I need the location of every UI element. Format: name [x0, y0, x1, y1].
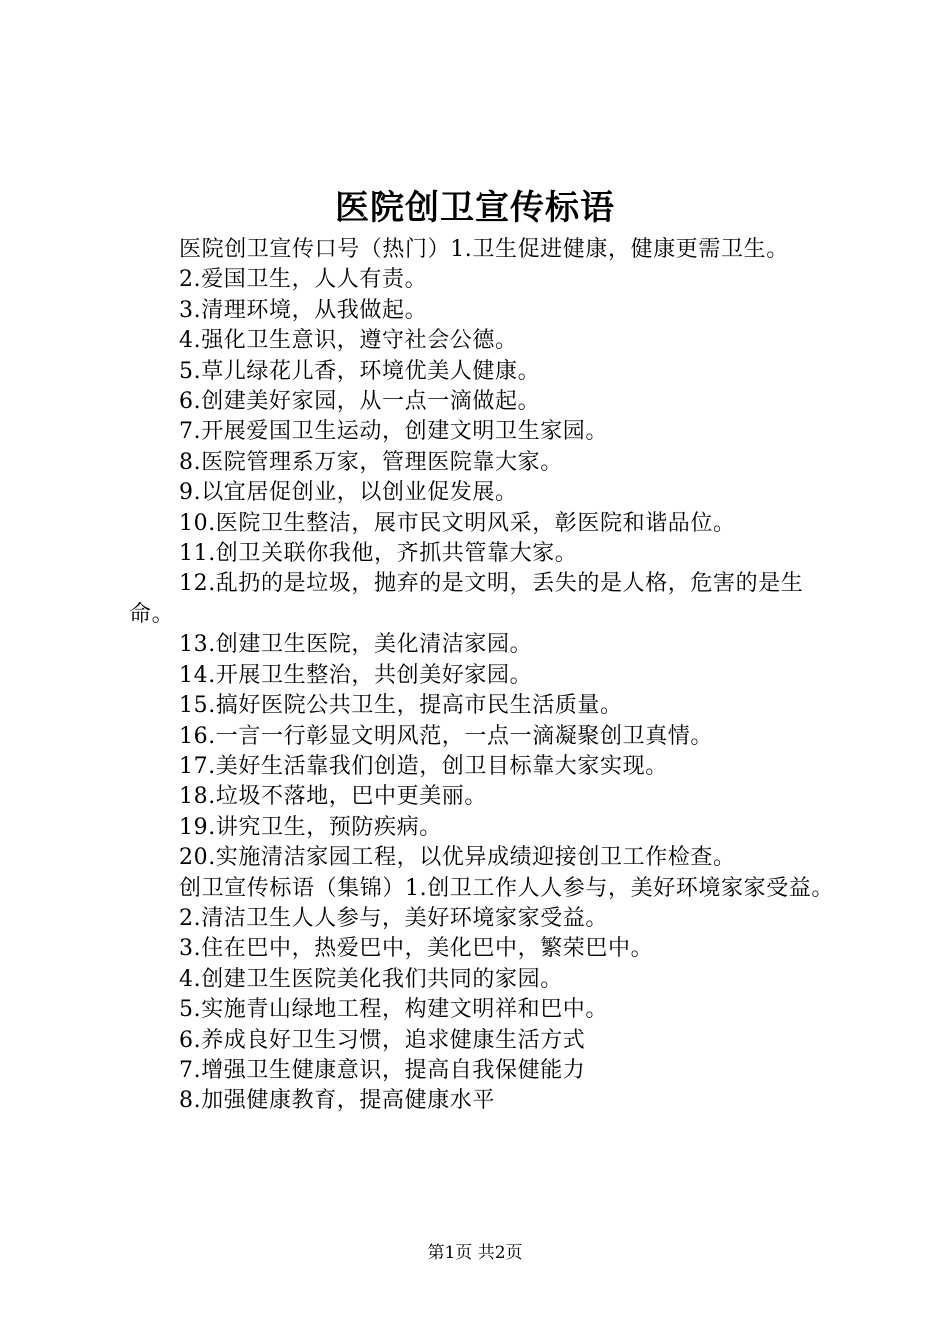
paragraph: 20.实施清洁家园工程，以优异成绩迎接创卫工作检查。	[179, 845, 736, 871]
paragraph: 9.以宜居促创业，以创业促发展。	[179, 480, 518, 506]
paragraph: 3.住在巴中，热爱巴中，美化巴中，繁荣巴中。	[179, 936, 654, 962]
paragraph: 2.爱国卫生，人人有责。	[179, 267, 428, 293]
paragraph: 4.强化卫生意识，遵守社会公德。	[179, 328, 518, 354]
paragraph: 15.搞好医院公共卫生，提高市民生活质量。	[179, 693, 623, 719]
paragraph: 10.医院卫生整洁，展市民文明风采，彰医院和谐品位。	[179, 510, 736, 536]
paragraph: 12.乱扔的是垃圾，抛弃的是文明，丢失的是人格，危害的是生命。	[129, 571, 804, 627]
paragraph: 3.清理环境，从我做起。	[179, 297, 428, 323]
paragraph: 7.增强卫生健康意识，提高自我保健能力	[179, 1057, 586, 1083]
paragraph: 8.加强健康教育，提高健康水平	[179, 1088, 495, 1114]
paragraph: 7.开展爱国卫生运动，创建文明卫生家园。	[179, 419, 608, 445]
paragraph: 11.创卫关联你我他，齐抓共管靠大家。	[179, 541, 578, 567]
paragraph: 16.一言一行彰显文明风范，一点一滴凝聚创卫真情。	[179, 723, 713, 749]
paragraph: 4.创建卫生医院美化我们共同的家园。	[179, 966, 563, 992]
paragraph: 19.讲究卫生，预防疾病。	[179, 814, 442, 840]
paragraph: 2.清洁卫生人人参与，美好环境家家受益。	[179, 905, 608, 931]
paragraph: 6.创建美好家园，从一点一滴做起。	[179, 389, 541, 415]
document-body	[129, 235, 835, 1117]
paragraph: 13.创建卫生医院，美化清洁家园。	[179, 632, 533, 658]
paragraph: 18.垃圾不落地，巴中更美丽。	[179, 784, 487, 810]
paragraph: 5.草儿绿花儿香，环境优美人健康。	[179, 358, 541, 384]
document-title: 医院创卫宣传标语	[335, 188, 615, 228]
paragraph: 14.开展卫生整治，共创美好家园。	[179, 662, 533, 688]
paragraph: 8.医院管理系万家，管理医院靠大家。	[179, 449, 563, 475]
paragraph: 17.美好生活靠我们创造，创卫目标靠大家实现。	[179, 753, 668, 779]
paragraph: 医院创卫宣传口号（热门）1.卫生促进健康，健康更需卫生。	[179, 237, 789, 262]
paragraph: 5.实施青山绿地工程，构建文明祥和巴中。	[179, 997, 608, 1023]
page-footer: 第1页 共2页	[427, 1243, 523, 1263]
paragraph: 6.养成良好卫生习惯，追求健康生活方式	[179, 1027, 586, 1053]
paragraph: 创卫宣传标语（集锦）1.创卫工作人人参与，美好环境家家受益。	[179, 875, 834, 901]
